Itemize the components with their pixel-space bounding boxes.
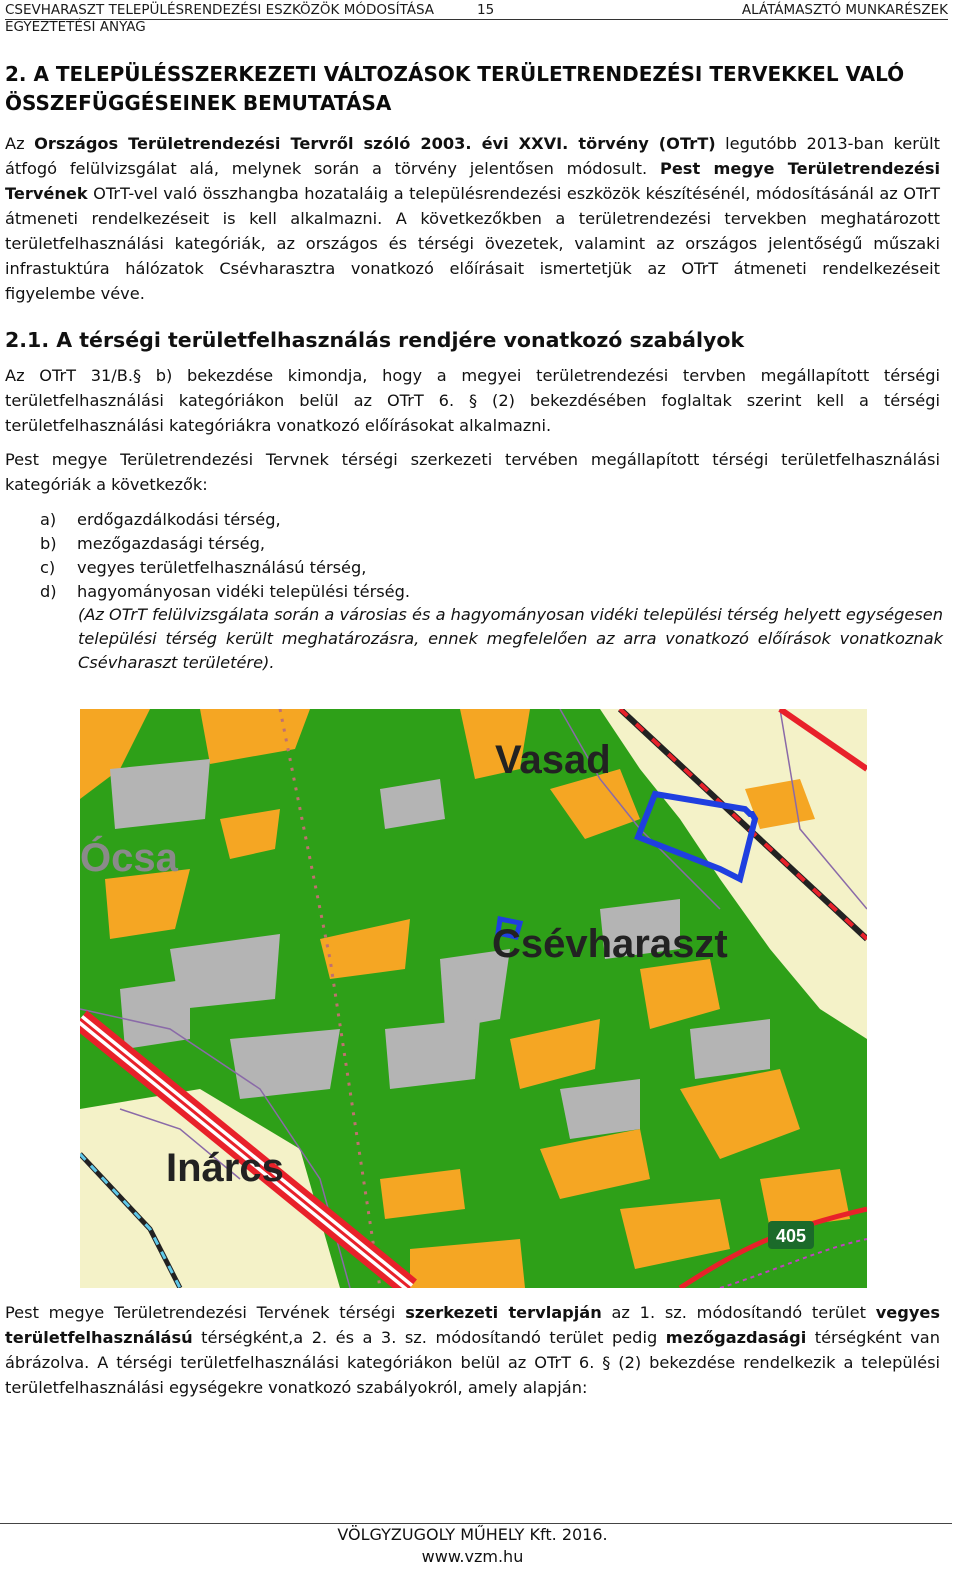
list-item-label: b) bbox=[40, 534, 57, 553]
map-label-inarcs: Inárcs bbox=[166, 1146, 284, 1190]
caption-bold-2: vegyes területfelhasználású bbox=[5, 1303, 940, 1347]
map-svg bbox=[80, 709, 867, 1288]
intro-text-1: Az bbox=[5, 134, 35, 153]
header-subtitle: EGYEZTETÉSI ANYAG bbox=[5, 19, 146, 35]
footer-company: VÖLGYZUGOLY MŰHELY Kft. 2016. bbox=[337, 1525, 608, 1544]
caption-text-2: az 1. sz. módosítandó terület bbox=[601, 1303, 876, 1322]
italic-note: (Az OTrT felülvizsgálata során a városias és a hagyományosan vidéki települési térség helyett egységesen települési térség került meghatározásra, ennek megfelelően az arra vonatkozó előírások vonatkoznak Csévharaszt területére). bbox=[78, 605, 943, 672]
category-list bbox=[40, 508, 945, 604]
caption-bold-1: szerkezeti tervlapján bbox=[405, 1303, 602, 1322]
header-divider bbox=[5, 19, 948, 20]
list-item-text: mezőgazdasági térség, bbox=[77, 534, 266, 553]
intro-paragraph bbox=[5, 131, 940, 306]
list-item bbox=[40, 532, 945, 556]
list-item bbox=[40, 580, 945, 604]
list-item bbox=[40, 556, 945, 580]
list-item-text: hagyományosan vidéki települési térség. bbox=[77, 582, 411, 601]
map-caption-paragraph bbox=[5, 1300, 940, 1400]
caption-bold-3: mezőgazdasági bbox=[665, 1328, 807, 1347]
list-item-text: erdőgazdálkodási térség, bbox=[77, 510, 281, 529]
footer-url[interactable]: www.vzm.hu bbox=[421, 1547, 524, 1566]
road-405-label: 405 bbox=[775, 1226, 807, 1246]
section-title: 2. A TELEPÜLÉSSZERKEZETI VÁLTOZÁSOK TERÜLETRENDEZÉSI TERVEKKEL VALÓ ÖSSZEFÜGGÉSEINEK BEMUTATÁSA bbox=[5, 62, 905, 115]
page-number: 15 bbox=[477, 2, 495, 18]
list-item bbox=[40, 508, 945, 532]
header-document-title: CSEVHARASZT TELEPÜLÉSRENDEZÉSI ESZKÖZÖK MÓDOSÍTÁSA bbox=[5, 2, 435, 18]
list-item-label: d) bbox=[40, 582, 57, 601]
caption-text-4: térségként van ábrázolva. A térségi területfelhasználási kategóriákon belül az OTrT 6. § (2) bekezdése rendelkezik a települési területfelhasználási egységekre vonatkozó szabályokról, amely alapján: bbox=[5, 1328, 940, 1397]
intro-law-name: Országos Területrendezési Tervről szóló 2003. évi XXVI. törvény (OTrT) bbox=[34, 134, 716, 153]
map-label-ocsa: Ócsa bbox=[80, 836, 178, 880]
subsection-title: 2.1. A térségi területfelhasználás rendjére vonatkozó szabályok bbox=[5, 328, 745, 352]
paragraph-categories: Pest megye Területrendezési Tervnek térségi szerkezeti tervében megállapított térségi területfelhasználási kategóriák a következők: bbox=[5, 450, 940, 494]
regional-plan-map bbox=[80, 709, 867, 1288]
list-item-label: a) bbox=[40, 510, 57, 529]
caption-text-3: térségként,a 2. és a 3. sz. módosítandó terület pedig bbox=[192, 1328, 666, 1347]
intro-plan-name: Pest megye Területrendezési Tervének bbox=[5, 159, 940, 203]
page-footer bbox=[0, 1524, 945, 1568]
map-label-csevharaszt: Csévharaszt bbox=[492, 922, 728, 966]
header-section-name: ALÁTÁMASZTÓ MUNKARÉSZEK bbox=[741, 2, 948, 18]
intro-text-3: OTrT-vel való összhangba hozataláig a településrendezési eszközök készítésénél, módosításánál az OTrT átmeneti rendelkezéseit is kell alkalmazni. A következőkben a területrendezési tervekben meghatározott területfelhasználási kategóriák, az országos és térségi övezetek, valamint az országos jelentőségű műszaki infrastuktúra hálózatok Csévharasztra vonatkozó előírásait ismertetjük az OTrT átmeneti rendelkezéseit figyelembe véve. bbox=[5, 184, 940, 303]
map-label-vasad: Vasad bbox=[495, 738, 611, 782]
list-item-label: c) bbox=[40, 558, 56, 577]
paragraph-otrt: Az OTrT 31/B.§ b) bekezdése kimondja, hogy a megyei területrendezési tervben megállapított térségi területfelhasználási kategóriákon belül az OTrT 6. § (2) bekezdésében foglaltak szerint kell a térségi területfelhasználási kategóriákra vonatkozó előírásokat alkalmazni. bbox=[5, 366, 940, 435]
caption-text-1: Pest megye Területrendezési Tervének térségi bbox=[5, 1303, 406, 1322]
list-item-text: vegyes területfelhasználású térség, bbox=[77, 558, 367, 577]
intro-text-2: legutóbb 2013-ban került átfogó felülvizsgálat alá, melynek során a törvény jelentősen módosult. bbox=[5, 134, 940, 178]
